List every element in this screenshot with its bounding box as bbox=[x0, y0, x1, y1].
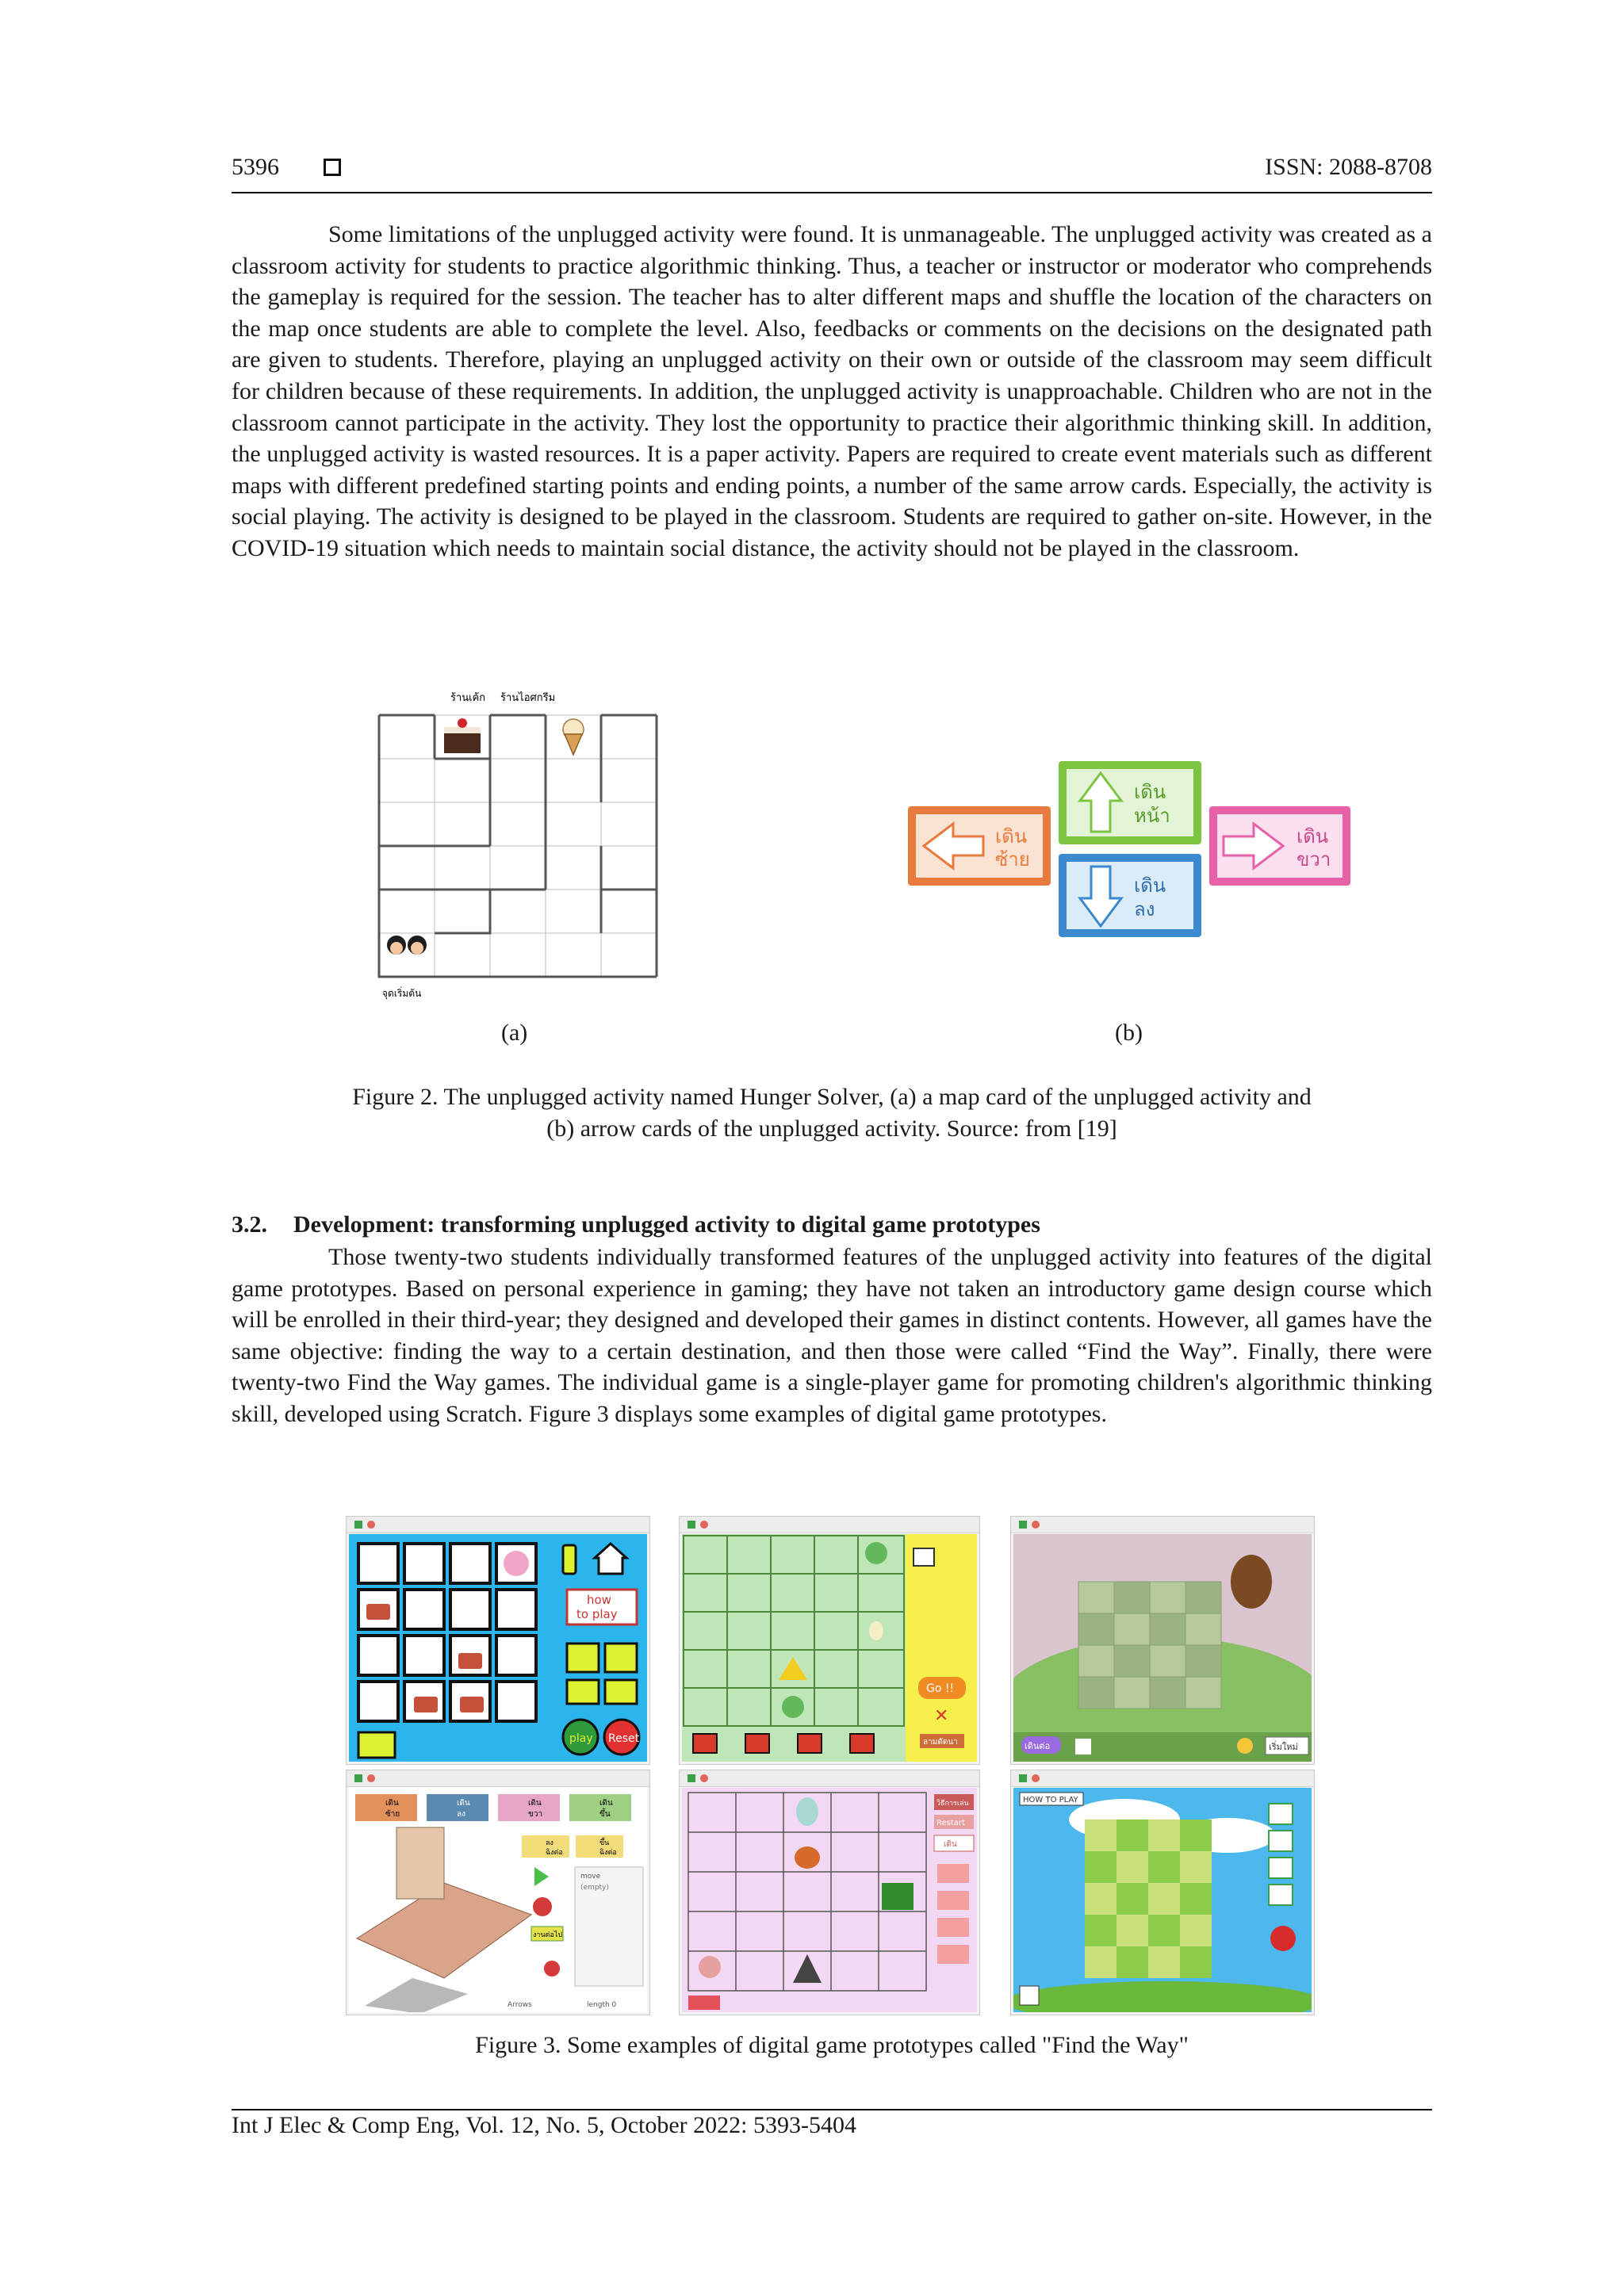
figure-2b-label: (b) bbox=[1115, 1020, 1143, 1046]
coin-icon bbox=[1237, 1738, 1253, 1754]
red-bar bbox=[688, 1996, 720, 2010]
stop-icon bbox=[700, 1774, 708, 1782]
how-to-play-line1: how bbox=[587, 1593, 611, 1607]
room-wall bbox=[396, 1827, 444, 1899]
game-6-board bbox=[1085, 1820, 1212, 1978]
section-title: Development: transforming unplugged activity to digital game prototypes bbox=[293, 1211, 1040, 1238]
panel-value: (empty) bbox=[580, 1884, 609, 1892]
extra-card-2-line1: ขึ้น bbox=[599, 1839, 610, 1847]
footer-rule bbox=[232, 2109, 1432, 2110]
figure-2a-map-card bbox=[371, 683, 661, 1016]
game-1-graphic bbox=[349, 1534, 647, 1762]
game-6-graphic bbox=[1013, 1788, 1312, 2012]
map-card-graphic bbox=[371, 683, 661, 1016]
journal-issn: ISSN: 2088-8708 bbox=[1265, 154, 1432, 180]
side-button-1-label: วิธีการเล่น bbox=[936, 1800, 969, 1808]
pink-cake-icon bbox=[504, 1551, 529, 1576]
page-number: 5396 bbox=[232, 154, 279, 180]
green-label: งานต่อไป bbox=[533, 1931, 563, 1939]
red-circle-icon bbox=[544, 1961, 560, 1976]
stop-icon bbox=[1032, 1774, 1040, 1782]
footer-citation: Int J Elec & Comp Eng, Vol. 12, No. 5, October 2022: 5393-5404 bbox=[232, 2112, 856, 2138]
card-1-line1: เดิน bbox=[385, 1799, 399, 1808]
monster-icon-3 bbox=[882, 1883, 914, 1910]
stop-icon bbox=[1032, 1521, 1040, 1529]
egg-icon bbox=[869, 1621, 883, 1640]
arrow-cards-graphic bbox=[904, 757, 1352, 943]
green-flag-icon bbox=[354, 1521, 362, 1529]
side-button-3-label: เดิน bbox=[944, 1840, 957, 1849]
phone-icon bbox=[563, 1545, 576, 1574]
body-paragraph-development bbox=[232, 1242, 1432, 1430]
header-box-icon bbox=[324, 159, 341, 176]
window-titlebar bbox=[1011, 1770, 1314, 1787]
stop-icon bbox=[700, 1521, 708, 1529]
game-window-6 bbox=[1010, 1770, 1315, 2015]
arrow-card-up bbox=[1059, 761, 1201, 844]
monster-icon-4 bbox=[699, 1956, 721, 1978]
arrow-up-line2: หน้า bbox=[1134, 805, 1170, 827]
figure-2b-arrow-cards bbox=[904, 757, 1352, 943]
how-to-play-text: HOW TO PLAY bbox=[1023, 1796, 1078, 1804]
figure-2-caption-line2: (b) arrow cards of the unplugged activity. Source: from [19] bbox=[546, 1115, 1117, 1142]
body-paragraph-limitations bbox=[232, 219, 1432, 564]
game-3-board bbox=[1078, 1582, 1221, 1709]
arrow-left-line2: ซ้าย bbox=[995, 848, 1030, 871]
game-5-graphic bbox=[682, 1788, 977, 2012]
game-4-graphic bbox=[349, 1788, 647, 2012]
arrow-right-line2: ขวา bbox=[1297, 848, 1331, 871]
window-titlebar bbox=[1011, 1517, 1314, 1533]
game-window-2 bbox=[679, 1516, 980, 1765]
green-flag-icon bbox=[688, 1521, 695, 1529]
section-heading bbox=[232, 1211, 1040, 1238]
header-rule bbox=[232, 192, 1432, 193]
game-3-graphic bbox=[1013, 1534, 1312, 1762]
game-window-3 bbox=[1010, 1516, 1315, 1765]
game-stage bbox=[349, 1534, 647, 1762]
window-titlebar bbox=[347, 1517, 649, 1533]
start-label: จุดเริ่มต้น bbox=[382, 988, 422, 999]
card-2-line1: เดิน bbox=[457, 1799, 470, 1808]
extra-card-2-line2: ฉิงต่อ bbox=[599, 1849, 617, 1857]
figure-3-game-grid bbox=[346, 1516, 1315, 2015]
arrow-card-right bbox=[1209, 806, 1350, 886]
card-4-line2: ขึ้น bbox=[599, 1810, 611, 1819]
extra-card-1-line2: ฉิงต่อ bbox=[546, 1849, 563, 1857]
paragraph-text: Those twenty-two students individually transformed features of the unplugged activity into features of the digital game prototypes. Based on personal experience in gaming; they have not taken an introductory game design course which will be enrolled in their third-year; they designed and developed their games in distinct contents. However, all games have the same objective: finding the way to a certain destination, and then those were called “Find the Way”. Finally, there were twenty-two Find the Way games. The individual game is a single-player game for promoting children's algorithmic thinking skill, developed using Scratch. Figure 3 displays some examples of digital game prototypes. bbox=[232, 1244, 1432, 1427]
game-stage bbox=[682, 1788, 977, 2012]
panel-title: move bbox=[580, 1873, 601, 1881]
arrow-up-line1: เดิน bbox=[1134, 781, 1166, 803]
stop-icon bbox=[367, 1521, 375, 1529]
arrow-card-left bbox=[908, 806, 1051, 886]
reset-label: Reset bbox=[608, 1732, 640, 1745]
pig-icon-2 bbox=[782, 1696, 804, 1718]
arrow-down-line1: เดิน bbox=[1134, 874, 1166, 897]
pig-icon bbox=[865, 1542, 887, 1564]
white-box bbox=[1020, 1986, 1039, 2005]
arrow-left-line1: เดิน bbox=[995, 825, 1028, 848]
how-to-play-line2: to play bbox=[576, 1607, 618, 1621]
game-2-graphic bbox=[682, 1534, 977, 1762]
red-stop-icon bbox=[533, 1897, 552, 1916]
white-box bbox=[914, 1548, 934, 1566]
monster-icon-1 bbox=[796, 1797, 818, 1826]
control-panel bbox=[906, 1534, 977, 1762]
arrow-right-line1: เดิน bbox=[1297, 825, 1329, 848]
card-2-line2: ลง bbox=[457, 1810, 466, 1819]
game-stage bbox=[349, 1788, 647, 2012]
window-titlebar bbox=[680, 1517, 979, 1533]
card-1-line2: ซ้าย bbox=[385, 1810, 400, 1819]
left-button-label: เดินต่อ bbox=[1025, 1741, 1051, 1751]
side-button-2-label: Restart bbox=[936, 1819, 965, 1827]
figure-2-caption-line1: Figure 2. The unplugged activity named Hunger Solver, (a) a map card of the unplugged activity and bbox=[352, 1084, 1312, 1110]
yellow-box bbox=[358, 1732, 395, 1758]
game-stage bbox=[682, 1534, 977, 1762]
figure-3-caption-text: Figure 3. Some examples of digital game prototypes called "Find the Way" bbox=[475, 2032, 1189, 2058]
figure-2-caption bbox=[232, 1081, 1432, 1144]
game-stage bbox=[1013, 1788, 1312, 2012]
monster-icon-2 bbox=[795, 1846, 820, 1869]
window-titlebar bbox=[680, 1770, 979, 1787]
game-window-5 bbox=[679, 1770, 980, 2015]
go-label: Go !! bbox=[926, 1682, 955, 1695]
green-flag-icon bbox=[688, 1774, 695, 1782]
stop-icon bbox=[367, 1774, 375, 1782]
game-window-1 bbox=[346, 1516, 650, 1765]
figure-3-caption bbox=[232, 2030, 1432, 2061]
figure-2a-label: (a) bbox=[501, 1020, 528, 1046]
section-number: 3.2. bbox=[232, 1211, 267, 1238]
green-flag-icon bbox=[354, 1774, 362, 1782]
arrow-card-down bbox=[1059, 854, 1201, 937]
paragraph-text: Some limitations of the unplugged activity were found. It is unmanageable. The unplugged activity was created as a classroom activity for students to practice algorithmic thinking. Thus, a teacher or instructor or moderator who comprehends the gameplay is required for the session. The teacher has to alter different maps and shuffle the location of the characters on the map once students are able to complete the level. Also, feedbacks or comments on the decisions on the designated path are given to students. Therefore, playing an unplugged activity on their own or outside of the classroom may seem difficult for children because of these requirements. In addition, the unplugged activity is unapproachable. Children who are not in the classroom cannot participate in the activity. They lost the opportunity to practice their algorithmic thinking skill. In addition, the unplugged activity is wasted resources. It is a paper activity. Papers are required to create event materials such as different maps with different predefined starting points and ending points, a number of the same arrow cards. Especially, the activity is social playing. The activity is designed to be played in the classroom. Students are required to gather on-site. However, in the COVID-19 situation which needs to maintain social distance, the activity should not be played in the classroom. bbox=[232, 221, 1432, 561]
white-box bbox=[1075, 1739, 1091, 1755]
card-3-line2: ขวา bbox=[528, 1810, 543, 1819]
bottom-right-label: length 0 bbox=[587, 2001, 617, 2009]
arrow-down-line2: ลง bbox=[1134, 898, 1155, 920]
window-titlebar bbox=[347, 1770, 649, 1787]
close-icon: ✕ bbox=[934, 1706, 949, 1726]
green-flag-icon bbox=[1019, 1521, 1027, 1529]
game-window-4 bbox=[346, 1770, 650, 2015]
card-4-line1: เดิน bbox=[599, 1799, 613, 1808]
game-stage bbox=[1013, 1534, 1312, 1762]
right-button-label: เริ่มใหม่ bbox=[1269, 1742, 1298, 1752]
card-3-line1: เดิน bbox=[528, 1799, 542, 1808]
play-label: play bbox=[569, 1732, 593, 1745]
green-flag-icon bbox=[1019, 1774, 1027, 1782]
bottom-left-label: Arrows bbox=[508, 2001, 532, 2009]
small-button-label: ลามดัดนา bbox=[923, 1738, 958, 1747]
cake-shop-label: ร้านเค้ก bbox=[450, 692, 486, 704]
icecream-shop-label: ร้านไอศกรีม bbox=[500, 692, 556, 704]
extra-card-1-line1: ลง bbox=[546, 1839, 553, 1847]
red-stop-icon bbox=[1270, 1926, 1296, 1951]
bear-icon bbox=[1231, 1555, 1272, 1609]
